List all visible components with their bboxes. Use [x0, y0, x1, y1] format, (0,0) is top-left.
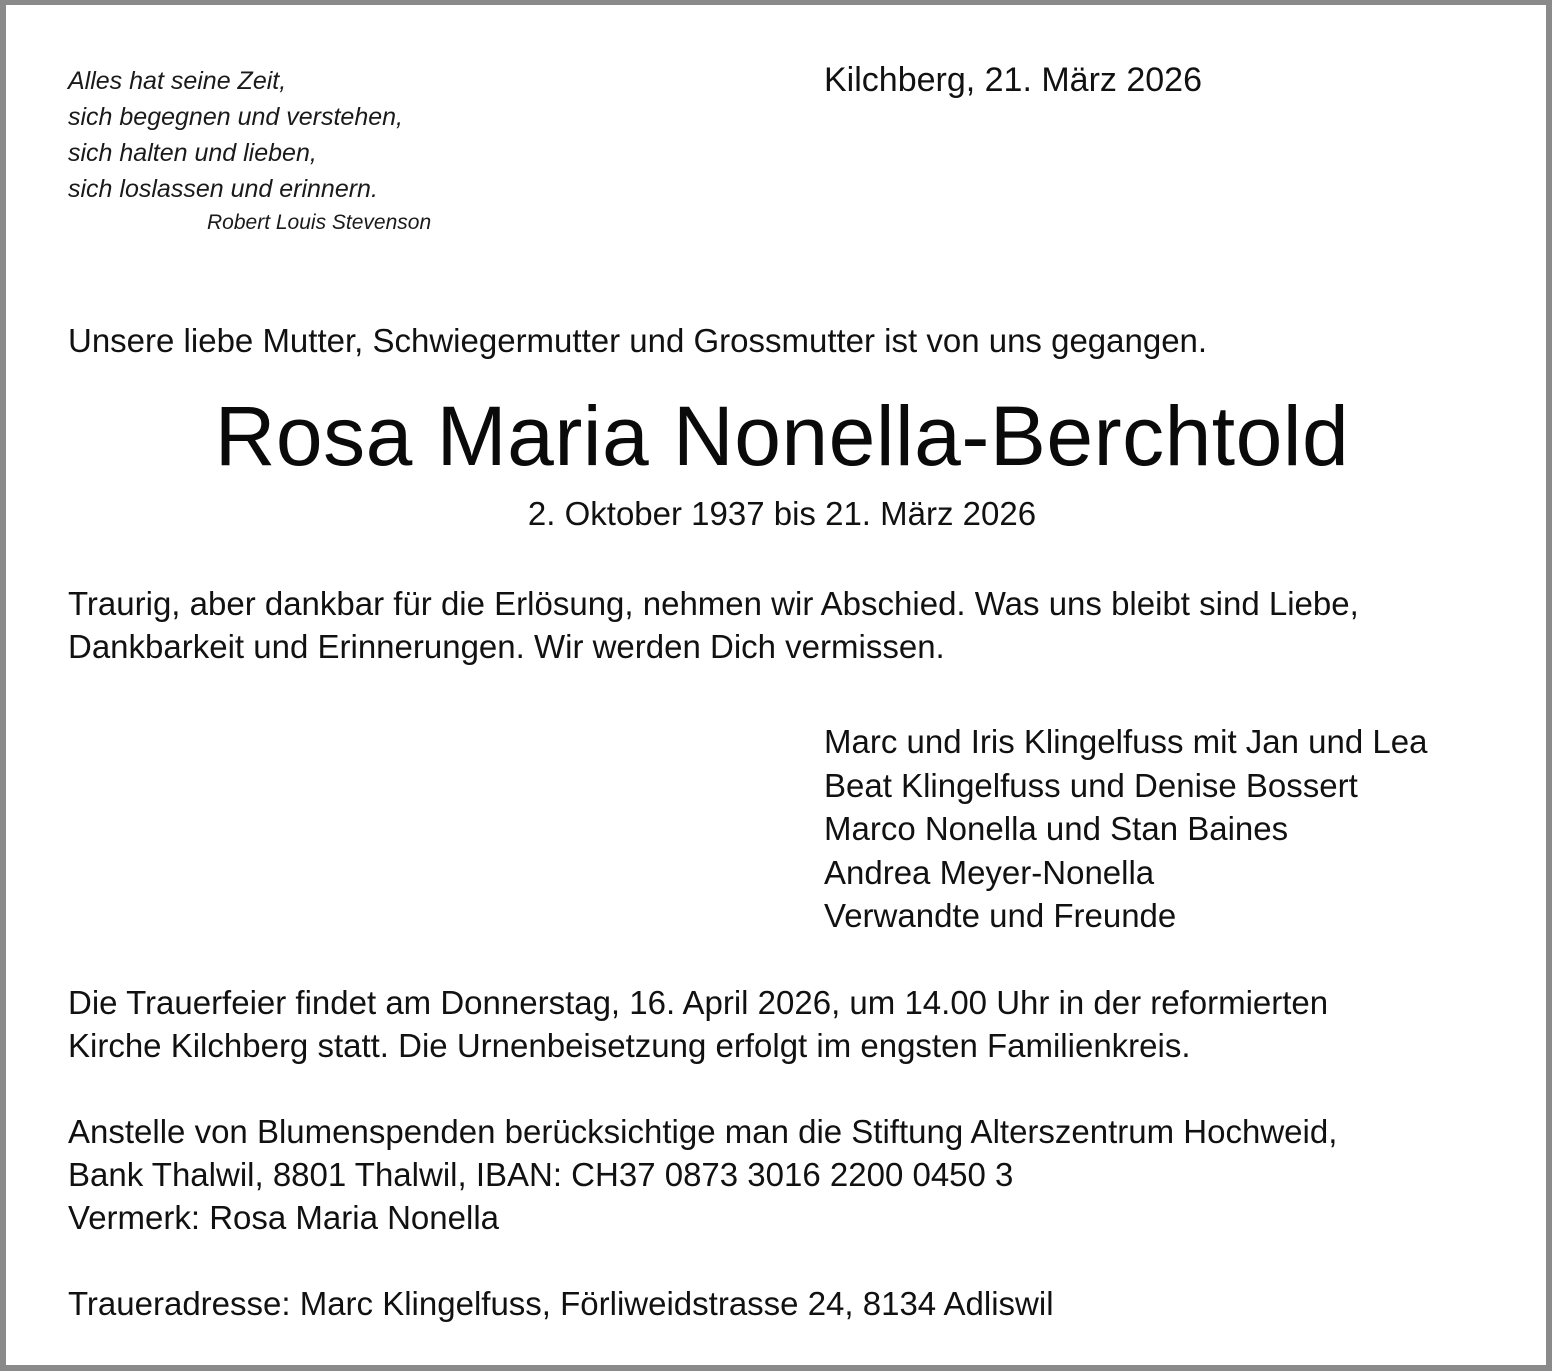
paragraph-line: Traurig, aber dankbar für die Erlösung, nehmen wir Abschied. Was uns bleibt sind Liebe,: [68, 585, 1359, 622]
intro-sentence: Unsere liebe Mutter, Schwiegermutter und Grossmutter ist von uns gegangen.: [68, 322, 1208, 359]
poem-line: Alles hat seine Zeit,: [68, 67, 287, 95]
mourning-address: Traueradresse: Marc Klingelfuss, Förliweidstrasse 24, 8134 Adliswil: [68, 1285, 1054, 1322]
mourner-entry: Marc und Iris Klingelfuss mit Jan und Lea: [824, 723, 1428, 760]
mourner-entry: Andrea Meyer-Nonella: [824, 853, 1155, 891]
paragraph-line: Kirche Kilchberg statt. Die Urnenbeisetzung erfolgt im engsten Familienkreis.: [68, 1027, 1191, 1064]
poem-line: sich halten und lieben,: [68, 139, 317, 167]
deceased-name: Rosa Maria Nonella-Berchtold: [214, 389, 1350, 483]
donation-paragraph: [68, 1110, 1337, 1239]
poem-quote: [68, 63, 403, 207]
mourner-entry: Marco Nonella und Stan Baines: [824, 810, 1289, 847]
poem-line: sich begegnen und verstehen,: [68, 103, 403, 131]
farewell-paragraph: [68, 582, 1359, 668]
paragraph-line: Anstelle von Blumenspenden berücksichtige man die Stiftung Alterszentrum Hochweid,: [68, 1113, 1338, 1150]
paragraph-line: Dankbarkeit und Erinnerungen. Wir werden Dich vermissen.: [68, 628, 945, 665]
mourner-entry: Beat Klingelfuss und Denise Bossert: [824, 766, 1358, 804]
service-paragraph: [68, 981, 1328, 1067]
poem-line: sich loslassen und erinnern.: [68, 175, 378, 203]
poem-author: Robert Louis Stevenson: [207, 211, 432, 234]
mourner-entry: Verwandte und Freunde: [824, 897, 1177, 934]
paragraph-line: Vermerk: Rosa Maria Nonella: [68, 1199, 499, 1236]
paragraph-line: Bank Thalwil, 8801 Thalwil, IBAN: CH37 0873 3016 2200 0450 3: [68, 1156, 1014, 1193]
paragraph-line: Die Trauerfeier findet am Donnerstag, 16. April 2026, um 14.00 Uhr in der reformierten: [68, 984, 1329, 1021]
lifespan-dates: 2. Oktober 1937 bis 21. März 2026: [527, 495, 1037, 532]
mourners-list: [824, 720, 1427, 938]
place-and-date: Kilchberg, 21. März 2026: [824, 61, 1202, 99]
